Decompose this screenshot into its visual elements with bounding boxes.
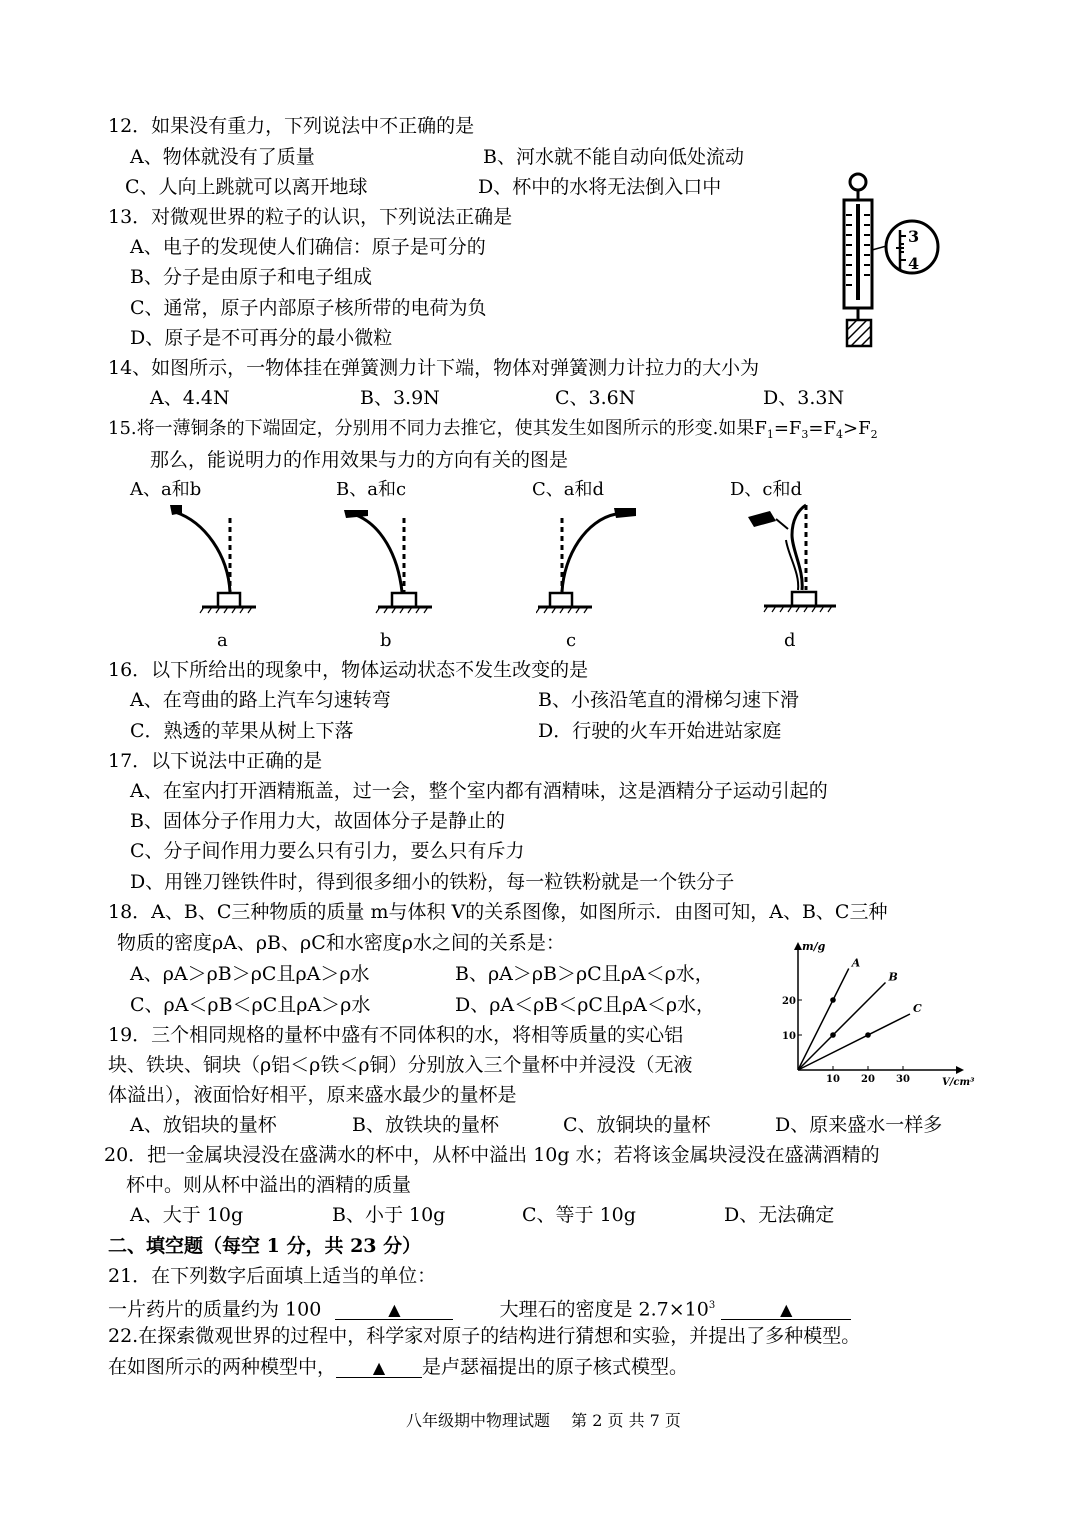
q13-option-a: A、电子的发现使人们确信：原子是可分的 — [130, 236, 486, 258]
q18-option-b: B、ρA＞ρB＞ρC且ρA＜ρ水， — [455, 963, 714, 985]
x-axis-label: V/cm³ — [942, 1077, 975, 1088]
q20-option-a: A、大于 10g — [130, 1204, 244, 1226]
q20-option-d: D、无法确定 — [724, 1204, 835, 1226]
q21-line — [108, 1294, 851, 1321]
q13-option-d: D、原子是不可再分的最小微粒 — [130, 327, 393, 349]
q12-option-b: B、河水就不能自动向低处流动 — [483, 146, 744, 168]
q19-option-b: B、放铁块的量杯 — [352, 1114, 499, 1136]
page-footer: 八年级期中物理试题 第 2 页 共 7 页 — [406, 1411, 681, 1430]
q20-stem-2: 杯中。则从杯中溢出的酒精的质量 — [126, 1174, 412, 1196]
q19-option-d: D、原来盛水一样多 — [775, 1114, 943, 1136]
q15-stem-2: 那么，能说明力的作用效果与力的方向有关的图是 — [150, 449, 569, 471]
q19-option-a: A、放铝块的量杯 — [130, 1114, 277, 1136]
q14-stem: 14、如图所示，一物体挂在弹簧测力计下端，物体对弹簧测力计拉力的大小为 — [108, 357, 760, 379]
y-tick-label: 20 — [782, 996, 796, 1007]
q12-stem: 12．如果没有重力，下列说法中不正确的是 — [108, 115, 475, 137]
x-tick-label: 10 — [826, 1074, 840, 1085]
q17-option-a: A、在室内打开酒精瓶盖，过一会，整个室内都有酒精味，这是酒精分子运动引起的 — [130, 780, 828, 802]
q12-option-c: C、人向上跳就可以离开地球 — [125, 176, 368, 198]
q17-option-c: C、分子间作用力要么只有引力，要么只有斥力 — [130, 840, 525, 862]
data-point-b — [830, 1032, 836, 1038]
q19-stem-2: 块、铁块、铜块（ρ铝＜ρ铁＜ρ铜）分别放入三个量杯中并浸没（无液 — [108, 1054, 693, 1076]
figure-label-d: d — [784, 630, 796, 651]
q12-option-d: D、杯中的水将无法倒入口中 — [478, 176, 722, 198]
q16-stem: 16．以下所给出的现象中，物体运动状态不发生改变的是 — [108, 659, 589, 681]
series-line-a — [798, 969, 849, 1071]
q21-blank-2[interactable]: ▲ — [721, 1301, 851, 1320]
q18-stem-2: 物质的密度ρA、ρB、ρC和水密度ρ水之间的关系是： — [117, 932, 565, 954]
series-label-b: B — [888, 970, 898, 984]
q18-option-a: A、ρA＞ρB＞ρC且ρA＞ρ水 — [130, 963, 370, 985]
q17-option-b: B、固体分子作用力大，故固体分子是静止的 — [130, 810, 505, 832]
figure-a — [160, 500, 260, 620]
q22-blank[interactable]: ▲ — [336, 1359, 422, 1378]
q19-stem-1: 19．三个相同规格的量杯中盛有不同体积的水，将相等质量的实心铝 — [108, 1024, 684, 1046]
q22-pre: 在如图所示的两种模型中， — [108, 1356, 337, 1378]
q15-option-d: D、c和d — [730, 479, 803, 500]
q22-line — [108, 1355, 688, 1379]
figure-label-b: b — [380, 630, 392, 651]
q15-option-c: C、a和d — [532, 479, 605, 500]
y-axis-label: m/g — [802, 940, 826, 953]
scale-label-3: 3 — [908, 227, 920, 246]
q15-stem: 15.将一薄铜条的下端固定，分别用不同力去推它，使其发生如图所示的形变.如果$F_1=F_3=F_4>F_2$ — [108, 418, 878, 441]
y-tick-label: 10 — [782, 1031, 796, 1042]
q13-option-c: C、通常，原子内部原子核所带的电荷为负 — [130, 297, 487, 319]
series-line-c — [798, 1014, 910, 1070]
q14-option-a: A、4.4N — [150, 387, 230, 409]
q21-exponent: 3 — [708, 1300, 716, 1311]
figure-c — [536, 500, 646, 620]
q22-post: 是卢瑟福提出的原子核式模型。 — [422, 1356, 689, 1378]
scale-label-4: 4 — [908, 254, 920, 273]
q13-stem: 13．对微观世界的粒子的认识，下列说法正确是 — [108, 206, 513, 228]
q22-stem: 22.在探索微观世界的过程中，科学家对原子的结构进行猜想和实验，并提出了多种模型。 — [108, 1325, 861, 1347]
q12-option-a: A、物体就没有了质量 — [130, 146, 315, 168]
x-axis-arrow — [956, 1066, 964, 1074]
q14-option-b: B、3.9N — [360, 387, 440, 409]
q13-option-b: B、分子是由原子和电子组成 — [130, 266, 372, 288]
figure-d — [740, 495, 840, 620]
q21-blank-1[interactable]: ▲ — [335, 1301, 453, 1320]
q16-option-d: D．行驶的火车开始进站家庭 — [538, 720, 782, 742]
q19-option-c: C、放铜块的量杯 — [563, 1114, 711, 1136]
q17-option-d: D、用锉刀锉铁件时，得到很多细小的铁粉，每一粒铁粉就是一个铁分子 — [130, 871, 735, 893]
q20-option-c: C、等于 10g — [522, 1204, 636, 1226]
figure-label-c: c — [566, 630, 577, 651]
q15-option-a: A、a和b — [130, 479, 202, 500]
q20-stem-1: 20．把一金属块浸没在盛满水的杯中，从杯中溢出 10g 水；若将该金属块浸没在盛满酒精的 — [104, 1144, 880, 1166]
q16-option-a: A、在弯曲的路上汽车匀速转弯 — [130, 689, 391, 711]
q21-part-2: 大理石的密度是 2.7×10 — [499, 1298, 709, 1321]
data-point-c — [865, 1032, 871, 1038]
figure-b — [336, 500, 436, 620]
q18-option-d: D、ρA＜ρB＜ρC且ρA＜ρ水， — [455, 994, 716, 1016]
q15-option-b: B、a和c — [336, 479, 407, 500]
q17-stem: 17．以下说法中正确的是 — [108, 750, 323, 772]
x-tick-label: 20 — [861, 1074, 875, 1085]
q21-part-1: 一片药片的质量约为 100 — [108, 1298, 322, 1321]
spring-scale-figure — [828, 170, 948, 352]
q14-option-c: C、3.6N — [555, 387, 636, 409]
q14-option-d: D、3.3N — [763, 387, 845, 409]
section-2-heading: 二、填空题（每空 1 分，共 23 分） — [108, 1235, 422, 1257]
q16-option-b: B、小孩沿笔直的滑梯匀速下滑 — [538, 689, 799, 711]
figure-label-a: a — [217, 630, 228, 651]
q18-option-c: C、ρA＜ρB＜ρC且ρA＞ρ水 — [130, 994, 371, 1016]
y-axis-arrow — [794, 942, 802, 950]
q20-option-b: B、小于 10g — [332, 1204, 446, 1226]
mass-volume-chart — [778, 938, 978, 1088]
q19-stem-3: 体溢出），液面恰好相平，原来盛水最少的量杯是 — [108, 1084, 517, 1106]
q16-option-c: C．熟透的苹果从树上下落 — [130, 720, 354, 742]
x-tick-label: 30 — [896, 1074, 910, 1085]
series-label-c: C — [913, 1002, 922, 1015]
q18-stem-1: 18．A、B、C三种物质的质量 m与体积 V的关系图像，如图所示．由图可知，A、B、C三种 — [108, 901, 888, 923]
data-point-a — [830, 997, 836, 1003]
series-line-b — [798, 983, 886, 1071]
series-label-a: A — [851, 956, 861, 970]
q21-stem: 21．在下列数字后面填上适当的单位： — [108, 1265, 437, 1287]
